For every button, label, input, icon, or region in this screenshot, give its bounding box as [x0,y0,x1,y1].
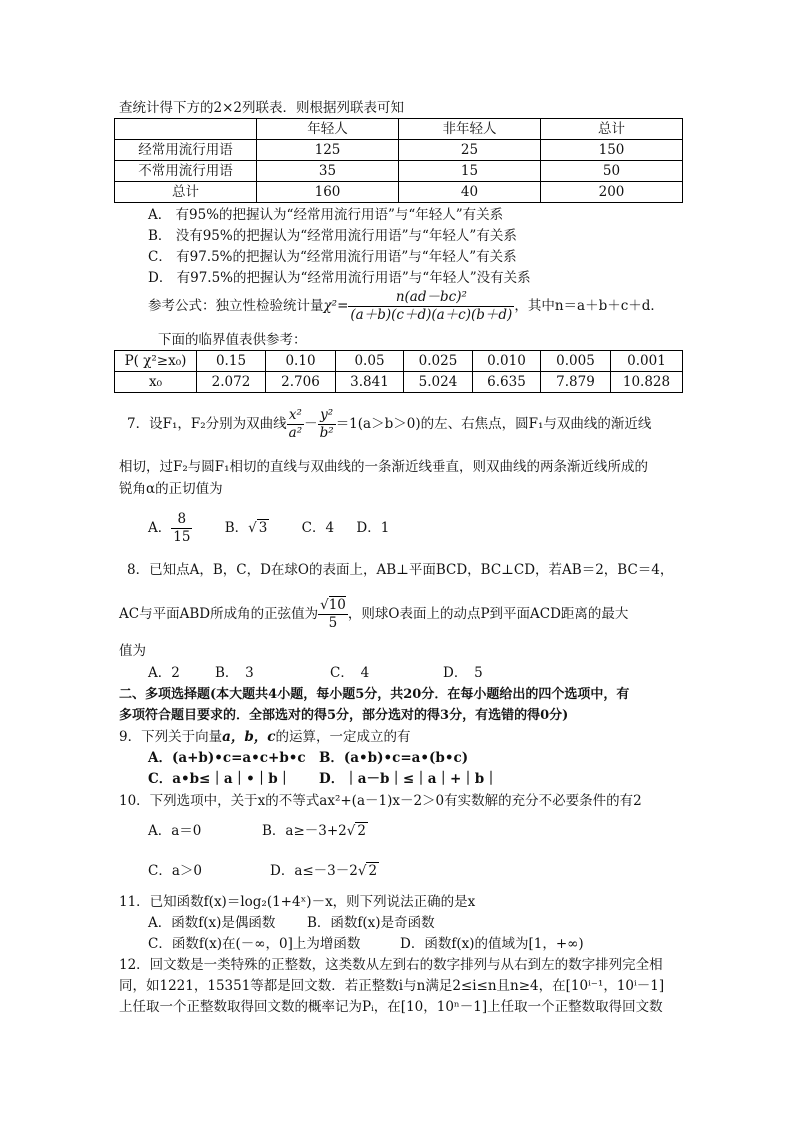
fraction-numerator: √10 [320,597,346,613]
q7-option-d: D．1 [356,520,390,536]
q8-option-b: B． 3 [215,665,254,681]
table-cell: 0.10 [266,351,336,372]
q9-option-b: B．(a•b)•c=a•(b•c) [319,750,469,766]
q9-vector-vars: a，b，c [222,729,276,745]
table-cell: 5.024 [404,372,473,393]
table-cell: 40 [399,182,541,203]
section2-heading-line2: 多项符合题目要求的．全部选对的得5分，部分选对的得3分，有选错的得0分) [119,708,569,723]
q7-option-a-fraction [171,511,192,546]
table-cell: 0.05 [336,351,404,372]
radicand: 2 [357,823,366,839]
table-header-cell: 总计 [541,119,683,140]
x-term-numerator: x² [287,407,304,425]
table-cell: 10.828 [611,372,683,393]
q7-option-b-label: B． [224,520,249,536]
formula-denominator: (a＋b)(c＋d)(a＋c)(b＋d) [350,307,513,323]
section2-heading-line1: 二、多项选择题(本大题共4小题，每小题5分，共20分．在每小题给出的四个选项中，有 [119,687,630,702]
q10-option-b [262,822,368,840]
table-cell: 0.15 [197,351,266,372]
contingency-table [114,118,683,203]
q7-stem-line3: 锐角α的正切值为 [119,481,223,497]
table-cell: 不常用流行用语 [115,161,257,182]
table-row [115,372,683,393]
q6-option-d: D． 有97.5%的把握认为“经常用流行用语”与“年轻人”没有关系 [148,270,531,286]
fraction-denominator: 15 [173,529,191,545]
table-cell: 0.010 [473,351,541,372]
q10-option-d-text: D．a≤－3－2 [270,863,358,879]
table-cell: 35 [257,161,399,182]
q8-option-d: D． 5 [443,665,483,681]
table-header-cell [115,119,257,140]
x-term-denominator: a² [288,425,303,441]
reference-formula [148,288,664,324]
q6-option-c: C． 有97.5%的把握认为“经常用流行用语”与“年轻人”有关系 [148,249,517,265]
radicand: 2 [368,863,378,879]
q11-stem: 11．已知函数f(x)＝log₂(1+4ˣ)－x，则下列说法正确的是x [119,894,476,910]
q7-options [148,508,389,548]
table-cell: 总计 [115,182,257,203]
formula-suffix: ，其中n＝a＋b＋c＋d． [514,298,664,314]
q10-option-c: C．a＞0 [148,863,202,879]
table-row [115,161,683,182]
q7-stem-line2: 相切，过F₂与圆F₁相切的直线与双曲线的一条渐近线垂直，则双曲线的两条渐近线所成的 [119,459,649,475]
table-cell: 150 [541,140,683,161]
q8-sine-fraction [318,597,348,632]
q11-option-d: D．函数f(x)的值域为[1，+∞) [400,936,584,952]
q7-condition: ＝1(a＞b＞0) [335,416,421,432]
q12-stem-line2: 同，如1221，15351等都是回文数．若正整数i与n满足2≤i≤n且n≥4，在[10ⁱ⁻¹，10ⁱ－1] [119,978,665,994]
hyperbola-x-term [287,407,304,442]
q9-option-c: C．a•b≤｜a｜•｜b｜ [148,771,292,787]
q8-line2-start: AC与平面ABD所成角的正弦值为 [119,606,319,622]
y-term-denominator: b² [319,425,334,441]
q11-option-b: B．函数f(x)是奇函数 [307,915,435,931]
table-cell: 经常用流行用语 [115,140,257,161]
table-cell: 6.635 [473,372,541,393]
q8-stem-line1: 8．已知点A，B，C，D在球O的表面上，AB⊥平面BCD，BC⊥CD，若AB＝2，BC＝4， [127,562,674,578]
table-header-row [115,119,683,140]
q12-stem-line1: 12．回文数是一类特殊的正整数，这类数从左到右的数字排列与从右到左的数字排列完全相 [119,957,663,973]
q7-end: 的左、右焦点，圆F₁与双曲线的渐近线 [420,416,652,432]
critical-table-intro: 下面的临界值表供参考： [158,332,307,348]
table-cell: 2.072 [197,372,266,393]
radicand: 3 [258,520,268,536]
chi-square-fraction [348,289,514,324]
fraction-numerator: 8 [171,511,192,529]
q11-option-c: C．函数f(x)在(－∞，0]上为增函数 [148,936,361,952]
q8-line2-end: ，则球O表面上的动点P到平面ACD距离的最大 [347,606,629,622]
table-cell: 15 [399,161,541,182]
q9-stem-end: 的运算，一定成立的有 [275,729,411,745]
q7-option-c: C．4 [301,520,335,536]
q9-stem-start: 9．下列关于向量 [119,729,223,745]
q9-option-d: D．｜a－b｜≤｜a｜+｜b｜ [319,771,498,787]
table-cell: 25 [399,140,541,161]
table-cell: 125 [257,140,399,161]
hyperbola-y-term [318,407,336,442]
row-label: x₀ [115,372,197,393]
radicand: 10 [328,597,346,613]
table-header-cell: 非年轻人 [399,119,541,140]
table-header-cell: 年轻人 [257,119,399,140]
formula-prefix: 参考公式：独立性检验统计量 [148,298,324,314]
chi-square-symbol: χ²= [323,298,349,314]
table-cell: 160 [257,182,399,203]
q7-stem-line1 [127,405,651,443]
table-cell: 3.841 [336,372,404,393]
table-cell: 0.025 [404,351,473,372]
q8-stem-line3: 值为 [119,643,146,659]
q10-option-b-sqrt: √ 2 [346,823,366,839]
q10-option-d [270,862,379,880]
q10-option-d-sqrt: √ 2 [357,863,378,879]
table-row [115,182,683,203]
q6-option-b: B． 没有95%的把握认为“经常用流行用语”与“年轻人”有关系 [148,228,517,244]
q7-start: 7．设F₁，F₂分别为双曲线 [127,416,287,432]
q10-option-b-text: B．a≥－3+2 [262,823,347,839]
q9-option-a: A．(a+b)•c=a•c+b•c [148,750,306,766]
intro-text: 查统计得下方的2×2列联表．则根据列联表可知 [119,100,404,116]
table-row [115,351,683,372]
q10-stem: 10．下列选项中，关于x的不等式ax²+(a－1)x－2＞0有实数解的充分不必要条件的有2 [119,793,642,809]
q7-option-b-sqrt: √ 3 [248,520,268,536]
q12-stem-line3: 上任取一个正整数取得回文数的概率记为Pᵢ，在[10，10ⁿ－1]上任取一个正整数取得回文数 [119,999,663,1015]
row-label: P( χ²≥x₀) [115,351,197,372]
fraction-denominator: 5 [328,615,338,631]
q8-option-c: C． 4 [330,665,370,681]
q8-stem-line2 [119,594,628,634]
table-row [115,140,683,161]
q10-option-a: A．a＝0 [148,823,202,839]
table-cell: 2.706 [266,372,336,393]
q6-option-a: A． 有95%的把握认为“经常用流行用语”与“年轻人”有关系 [148,207,504,223]
y-term-numerator: y² [318,407,336,425]
table-cell: 0.001 [611,351,683,372]
critical-value-table [114,350,683,393]
q8-option-a: A．2 [148,665,180,681]
table-cell: 200 [541,182,683,203]
minus-sign: － [304,416,318,432]
table-cell: 0.005 [541,351,611,372]
table-cell: 50 [541,161,683,182]
formula-numerator: n(ad－bc)² [348,289,514,307]
q9-stem [119,728,411,746]
q7-option-a-label: A． [148,520,172,536]
table-cell: 7.879 [541,372,611,393]
q11-option-a: A．函数f(x)是偶函数 [148,915,276,931]
